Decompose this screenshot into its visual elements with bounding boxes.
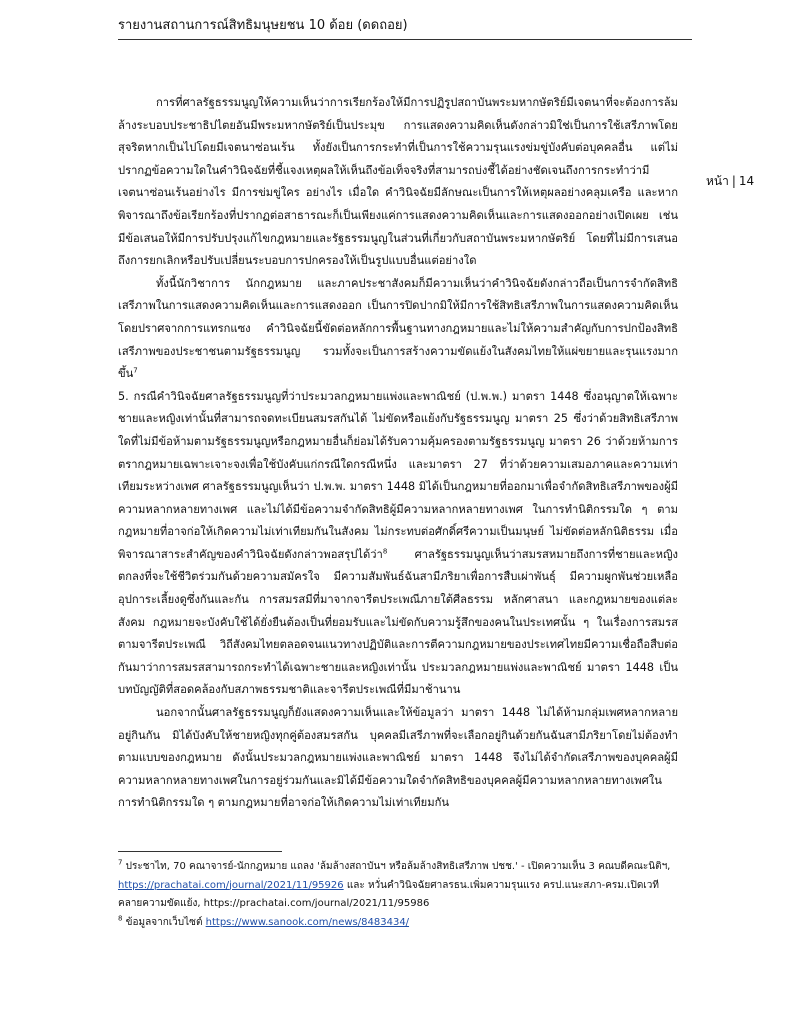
page-number-value: 14 [738, 174, 755, 188]
paragraph-1: การที่ศาลรัฐธรรมนูญให้ความเห็นว่าการเรียกร้องให้มีการปฏิรูปสถาบันพระมหากษัตริย์มีเจตนาที่จะต้องการล้มล้างระบอบประชาธิปไตยอันมีพระมหากษัตริย์เป็นประมุข การแสดงความคิดเห็นดังกล่าวมิใช่เป็นการใช้เสรีภาพโดยสุจริตหากเป็นไปโดยมีเจตนาซ่อนเร้น ทั้งยังเป็นการกระทำที่เป็นการใช้ความรุนแรงข่มขู่บังคับต่อบุคคลอื่น แต่ไม่ปรากฏข้อความใดในคำวินิจฉัยที่ชี้แจงเหตุผลให้เห็นถึงข้อเท็จจริงที่สามารถบ่งชี้ได้อย่างชัดเจนถึงการกระทำว่ามีเจตนาซ่อนเร้นอย่างไร มีการข่มขู่ใคร อย่างไร เมื่อใด คำวินิจฉัยมีลักษณะเป็นการให้เหตุผลอย่างคลุมเครือ และหากพิจารณาถึงข้อเรียกร้องที่ปรากฏต่อสาธารณะก็เป็นเพียงแค่การแสดงความคิดเห็นและการแสดงออกอย่างเปิดเผย เช่น มีข้อเสนอให้มีการปรับปรุงแก้ไขกฎหมายและรัฐธรรมนูญในส่วนที่เกี่ยวกับสถาบันพระมหากษัตริย์ โดยที่ไม่มีการเสนอถึงการยกเลิกหรือปรับเปลี่ยนระบอบการปกครองให้เป็นรูปแบบอื่นแต่อย่างใด [118, 96, 679, 268]
body-text [118, 92, 678, 815]
footnote-8-number: 8 [118, 914, 123, 923]
footnote-7-text-continued: และ หวั่นคำวินิจฉัยศาลรธน.เพิ่มความรุนแรง ครป.แนะสภา-ครม.เปิดเวทีคลายความขัดแย้ง, https://prachatai.com/journal/2021/11/95986 [118, 879, 659, 909]
footnote-ref-7[interactable]: 7 [133, 366, 138, 375]
footnote-8 [118, 914, 682, 933]
paragraph-3-continued: ศาลรัฐธรรมนูญเห็นว่าสมรสหมายถึงการที่ชายและหญิงตกลงที่จะใช้ชีวิตร่วมกันด้วยความสมัครใจ มีความสัมพันธ์ฉันสามีภริยาเพื่อการสืบเผ่าพันธุ์ มีความผูกพันช่วยเหลืออุปการะเลี้ยงดูซึ่งกันและกัน การสมรสมีที่มาจากจารีตประเพณีภายใต้ศีลธรรม หลักศาสนา และกฎหมายของแต่ละสังคม กฎหมายจะบังคับใช้ได้ยั่งยืนต้องเป็นที่ยอมรับและไม่ขัดกับความรู้สึกของคนในประเทศนั้น ๆ ในเรื่องการสมรสตามจารีตประเพณี วิถีสังคมไทยตลอดจนแนวทางปฏิบัติและการตีความกฎหมายของประเทศไทยมีความเชื่อถือสืบต่อกันมาว่าการสมรสสามารถกระทำได้เฉพาะชายและหญิงเท่านั้น ประมวลกฎหมายแพ่งและพาณิชย์ มาตรา 1448 เป็นบทบัญญัติที่สอดคล้องกับสภาพธรรมชาติและจารีตประเพณีที่มีมาช้านาน [118, 547, 678, 697]
footnote-divider [118, 851, 282, 852]
footnote-ref-8[interactable]: 8 [382, 547, 388, 556]
footnote-8-link[interactable]: https://www.sanook.com/news/8483434/ [205, 916, 410, 928]
footnote-7-link[interactable]: https://prachatai.com/journal/2021/11/95926 [118, 879, 344, 891]
paragraph-2 [118, 273, 678, 386]
paragraph-3-text: 5. กรณีคำวินิจฉัยศาลรัฐธรรมนูญที่ว่าประมวลกฎหมายแพ่งและพาณิชย์ (ป.พ.พ.) มาตรา 1448 ซึ่งอนุญาตให้เฉพาะชายและหญิงเท่านั้นที่สามารถจดทะเบียนสมรสกันได้ ไม่ขัดหรือแย้งกับรัฐธรรมนูญ มาตรา 25 ซึ่งว่าด้วยสิทธิเสรีภาพใดที่ไม่มีข้อห้ามตามรัฐธรรมนูญหรือกฎหมายอื่นก็ย่อมได้รับความคุ้มครองตามรัฐธรรมนูญ มาตรา 26 ว่าด้วยห้ามการตรากฎหมายเฉพาะเจาะจงเพื่อใช้บังคับแก่กรณีใดกรณีหนึ่ง และมาตรา 27 ที่ว่าด้วยความเสมอภาคและความเท่าเทียมระหว่างเพศ ศาลรัฐธรรมนูญเห็นว่า ป.พ.พ. มาตรา 1448 มิได้เป็นกฎหมายที่ออกมาเพื่อจำกัดสิทธิเสรีภาพของผู้มีความหลากหลายทางเพศ และไม่ได้มีข้อความจำกัดสิทธิผู้มีความหลากหลายทางเพศ ในการทำนิติกรรมใด ๆ ตามกฎหมายที่อาจก่อให้เกิดความไม่เท่าเทียมกันในสังคม ไม่กระทบต่อศักดิ์ศรีความเป็นมนุษย์ ไม่ขัดต่อหลักนิติธรรม เมื่อพิจารณาสาระสำคัญของคำวินิจฉัยดังกล่าวพอสรุปได้ว่า [118, 389, 678, 561]
paragraph-4: นอกจากนั้นศาลรัฐธรรมนูญก็ยังแสดงความเห็นและให้ข้อมูลว่า มาตรา 1448 ไม่ได้ห้ามกลุ่มเพศหลากหลายอยู่กินกัน มิได้บังคับให้ชายหญิงทุกคู่ต้องสมรสกัน บุคคลมีเสรีภาพที่จะเลือกอยู่กินด้วยกันฉันสามีภริยาโดยไม่ต้องทำตามแบบของกฎหมาย ดังนั้นประมวลกฎหมายแพ่งและพาณิชย์ มาตรา 1448 จึงไม่ได้จำกัดเสรีภาพของบุคคลผู้มีความหลากหลายทางเพศในการอยู่ร่วมกันและมิได้มีข้อความใดจำกัดสิทธิของบุคคลผู้มีความหลากหลายทางเพศในการทำนิติกรรมใด ๆ ตามกฎหมายที่อาจก่อให้เกิดความไม่เท่าเทียมกัน [118, 706, 678, 810]
paragraph-3 [118, 386, 678, 702]
page-number [706, 172, 754, 191]
page-number-separator: | [731, 174, 736, 188]
footnote-7-number: 7 [118, 858, 123, 867]
footnotes [118, 858, 682, 932]
page-header: รายงานสถานการณ์สิทธิมนุษยชน 10 ด้อย (ดดถอย) [118, 14, 692, 40]
footnote-8-text: ข้อมูลจากเว็บไซต์ [125, 916, 203, 928]
paragraph-2-text: ทั้งนี้นักวิชาการ นักกฎหมาย และภาคประชาสังคมก็มีความเห็นว่าคำวินิจฉัยดังกล่าวถือเป็นการจำกัดสิทธิเสรีภาพในการแสดงความคิดเห็นและการแสดงออก เป็นการปิดปากมิให้มีการใช้สิทธิเสรีภาพในการแสดงความคิดเห็นโดยปราศจากการแทรกแซง คำวินิจฉัยนี้ขัดต่อหลักการพื้นฐานทางกฎหมายและไม่ให้ความสำคัญกับการปกป้องสิทธิเสรีภาพของประชาชนตามรัฐธรรมนูญ รวมทั้งจะเป็นการสร้างความขัดแย้งในสังคมไทยให้แผ่ขยายและรุนแรงมากขึ้น [118, 276, 678, 381]
footnote-7-text: ประชาไท, 70 คณาจารย์-นักกฎหมาย แถลง 'ล้มล้างสถาบันฯ หรือล้มล้างสิทธิเสรีภาพ ปชช.' - เปิดความเห็น 3 คณบดีคณะนิติฯ, [125, 861, 671, 872]
page-number-label: หน้า [706, 174, 729, 188]
footnote-7 [118, 858, 682, 914]
